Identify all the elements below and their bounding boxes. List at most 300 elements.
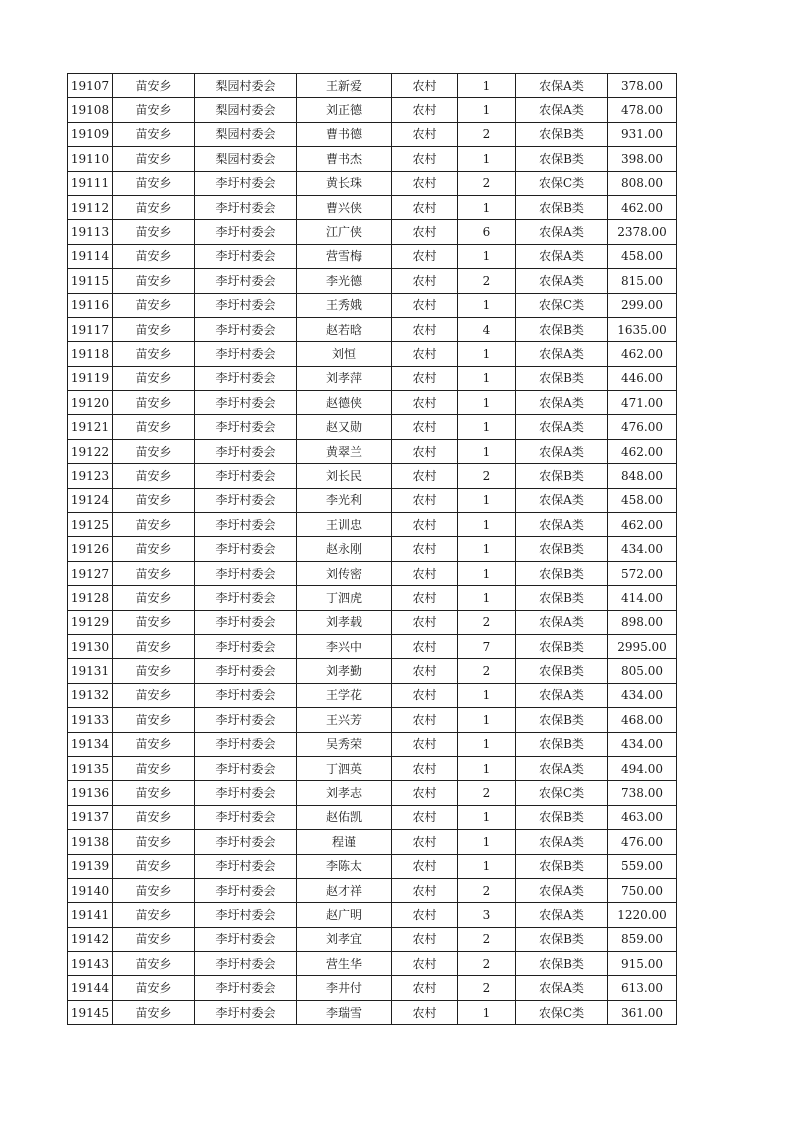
township-cell: 苗安乡 — [113, 586, 195, 610]
table-row — [68, 269, 677, 293]
amount-cell: 2378.00 — [608, 220, 677, 244]
amount-cell: 434.00 — [608, 732, 677, 756]
household-count-cell: 2 — [458, 659, 516, 683]
village-committee-cell: 李圩村委会 — [195, 854, 297, 878]
area-type-cell: 农村 — [392, 854, 458, 878]
insurance-category-cell: 农保B类 — [516, 634, 608, 658]
name-cell: 赵德侠 — [297, 391, 392, 415]
amount-cell: 414.00 — [608, 586, 677, 610]
record-id-cell: 19125 — [68, 513, 113, 537]
household-count-cell: 2 — [458, 122, 516, 146]
township-cell: 苗安乡 — [113, 269, 195, 293]
amount-cell: 462.00 — [608, 342, 677, 366]
township-cell: 苗安乡 — [113, 513, 195, 537]
area-type-cell: 农村 — [392, 561, 458, 585]
area-type-cell: 农村 — [392, 586, 458, 610]
name-cell: 程谨 — [297, 830, 392, 854]
household-count-cell: 2 — [458, 878, 516, 902]
name-cell: 赵若晗 — [297, 317, 392, 341]
amount-cell: 931.00 — [608, 122, 677, 146]
name-cell: 曹书德 — [297, 122, 392, 146]
amount-cell: 462.00 — [608, 513, 677, 537]
township-cell: 苗安乡 — [113, 98, 195, 122]
table-row — [68, 98, 677, 122]
table-row — [68, 659, 677, 683]
township-cell: 苗安乡 — [113, 976, 195, 1000]
household-count-cell: 1 — [458, 854, 516, 878]
table-row — [68, 122, 677, 146]
amount-cell: 378.00 — [608, 74, 677, 98]
township-cell: 苗安乡 — [113, 561, 195, 585]
township-cell: 苗安乡 — [113, 878, 195, 902]
area-type-cell: 农村 — [392, 488, 458, 512]
household-count-cell: 1 — [458, 342, 516, 366]
insurance-category-cell: 农保A类 — [516, 342, 608, 366]
village-committee-cell: 梨园村委会 — [195, 98, 297, 122]
insurance-category-cell: 农保A类 — [516, 269, 608, 293]
township-cell: 苗安乡 — [113, 220, 195, 244]
records-table-body — [68, 74, 677, 1025]
township-cell: 苗安乡 — [113, 244, 195, 268]
record-id-cell: 19108 — [68, 98, 113, 122]
village-committee-cell: 李圩村委会 — [195, 586, 297, 610]
village-committee-cell: 李圩村委会 — [195, 513, 297, 537]
township-cell: 苗安乡 — [113, 781, 195, 805]
record-id-cell: 19119 — [68, 366, 113, 390]
amount-cell: 458.00 — [608, 244, 677, 268]
area-type-cell: 农村 — [392, 269, 458, 293]
household-count-cell: 1 — [458, 1000, 516, 1024]
area-type-cell: 农村 — [392, 781, 458, 805]
village-committee-cell: 李圩村委会 — [195, 756, 297, 780]
area-type-cell: 农村 — [392, 952, 458, 976]
record-id-cell: 19129 — [68, 610, 113, 634]
amount-cell: 613.00 — [608, 976, 677, 1000]
area-type-cell: 农村 — [392, 513, 458, 537]
township-cell: 苗安乡 — [113, 659, 195, 683]
village-committee-cell: 李圩村委会 — [195, 195, 297, 219]
record-id-cell: 19126 — [68, 537, 113, 561]
insurance-category-cell: 农保C类 — [516, 1000, 608, 1024]
name-cell: 李光德 — [297, 269, 392, 293]
table-row — [68, 293, 677, 317]
township-cell: 苗安乡 — [113, 903, 195, 927]
household-count-cell: 1 — [458, 513, 516, 537]
insurance-category-cell: 农保C类 — [516, 293, 608, 317]
amount-cell: 559.00 — [608, 854, 677, 878]
insurance-category-cell: 农保A类 — [516, 98, 608, 122]
name-cell: 曹兴侠 — [297, 195, 392, 219]
amount-cell: 476.00 — [608, 415, 677, 439]
record-id-cell: 19143 — [68, 952, 113, 976]
name-cell: 黄翠兰 — [297, 439, 392, 463]
village-committee-cell: 李圩村委会 — [195, 269, 297, 293]
insurance-category-cell: 农保A类 — [516, 391, 608, 415]
area-type-cell: 农村 — [392, 634, 458, 658]
area-type-cell: 农村 — [392, 244, 458, 268]
amount-cell: 808.00 — [608, 171, 677, 195]
record-id-cell: 19139 — [68, 854, 113, 878]
insurance-category-cell: 农保B类 — [516, 927, 608, 951]
household-count-cell: 1 — [458, 586, 516, 610]
amount-cell: 2995.00 — [608, 634, 677, 658]
name-cell: 李井付 — [297, 976, 392, 1000]
household-count-cell: 2 — [458, 781, 516, 805]
household-count-cell: 1 — [458, 708, 516, 732]
table-row — [68, 708, 677, 732]
household-count-cell: 1 — [458, 98, 516, 122]
record-id-cell: 19120 — [68, 391, 113, 415]
table-row — [68, 683, 677, 707]
name-cell: 曹书杰 — [297, 147, 392, 171]
record-id-cell: 19136 — [68, 781, 113, 805]
amount-cell: 815.00 — [608, 269, 677, 293]
table-row — [68, 74, 677, 98]
name-cell: 黄长珠 — [297, 171, 392, 195]
area-type-cell: 农村 — [392, 732, 458, 756]
village-committee-cell: 李圩村委会 — [195, 488, 297, 512]
record-id-cell: 19145 — [68, 1000, 113, 1024]
record-id-cell: 19111 — [68, 171, 113, 195]
township-cell: 苗安乡 — [113, 391, 195, 415]
area-type-cell: 农村 — [392, 317, 458, 341]
amount-cell: 458.00 — [608, 488, 677, 512]
name-cell: 赵又勋 — [297, 415, 392, 439]
township-cell: 苗安乡 — [113, 293, 195, 317]
record-id-cell: 19117 — [68, 317, 113, 341]
township-cell: 苗安乡 — [113, 537, 195, 561]
township-cell: 苗安乡 — [113, 415, 195, 439]
household-count-cell: 1 — [458, 805, 516, 829]
amount-cell: 572.00 — [608, 561, 677, 585]
record-id-cell: 19132 — [68, 683, 113, 707]
village-committee-cell: 李圩村委会 — [195, 830, 297, 854]
household-count-cell: 1 — [458, 561, 516, 585]
amount-cell: 398.00 — [608, 147, 677, 171]
area-type-cell: 农村 — [392, 537, 458, 561]
table-row — [68, 391, 677, 415]
name-cell: 李瑞雪 — [297, 1000, 392, 1024]
amount-cell: 915.00 — [608, 952, 677, 976]
insurance-category-cell: 农保B类 — [516, 561, 608, 585]
record-id-cell: 19123 — [68, 464, 113, 488]
record-id-cell: 19112 — [68, 195, 113, 219]
record-id-cell: 19135 — [68, 756, 113, 780]
village-committee-cell: 李圩村委会 — [195, 366, 297, 390]
household-count-cell: 2 — [458, 927, 516, 951]
household-count-cell: 1 — [458, 147, 516, 171]
insurance-category-cell: 农保A类 — [516, 756, 608, 780]
village-committee-cell: 李圩村委会 — [195, 464, 297, 488]
record-id-cell: 19110 — [68, 147, 113, 171]
village-committee-cell: 梨园村委会 — [195, 74, 297, 98]
table-row — [68, 830, 677, 854]
table-row — [68, 781, 677, 805]
table-row — [68, 610, 677, 634]
village-committee-cell: 李圩村委会 — [195, 293, 297, 317]
village-committee-cell: 李圩村委会 — [195, 708, 297, 732]
township-cell: 苗安乡 — [113, 1000, 195, 1024]
table-row — [68, 488, 677, 512]
household-count-cell: 2 — [458, 952, 516, 976]
insurance-category-cell: 农保B类 — [516, 586, 608, 610]
name-cell: 吴秀荣 — [297, 732, 392, 756]
insurance-category-cell: 农保B类 — [516, 195, 608, 219]
household-count-cell: 1 — [458, 830, 516, 854]
table-row — [68, 464, 677, 488]
amount-cell: 750.00 — [608, 878, 677, 902]
area-type-cell: 农村 — [392, 903, 458, 927]
table-row — [68, 756, 677, 780]
table-row — [68, 732, 677, 756]
village-committee-cell: 梨园村委会 — [195, 122, 297, 146]
household-count-cell: 2 — [458, 610, 516, 634]
table-row — [68, 171, 677, 195]
record-id-cell: 19122 — [68, 439, 113, 463]
township-cell: 苗安乡 — [113, 342, 195, 366]
village-committee-cell: 李圩村委会 — [195, 976, 297, 1000]
area-type-cell: 农村 — [392, 439, 458, 463]
area-type-cell: 农村 — [392, 195, 458, 219]
record-id-cell: 19109 — [68, 122, 113, 146]
insurance-category-cell: 农保B类 — [516, 317, 608, 341]
insurance-category-cell: 农保B类 — [516, 122, 608, 146]
name-cell: 王新爱 — [297, 74, 392, 98]
name-cell: 刘传密 — [297, 561, 392, 585]
household-count-cell: 1 — [458, 488, 516, 512]
household-count-cell: 1 — [458, 537, 516, 561]
village-committee-cell: 李圩村委会 — [195, 439, 297, 463]
amount-cell: 738.00 — [608, 781, 677, 805]
township-cell: 苗安乡 — [113, 927, 195, 951]
table-row — [68, 927, 677, 951]
township-cell: 苗安乡 — [113, 854, 195, 878]
area-type-cell: 农村 — [392, 756, 458, 780]
household-count-cell: 1 — [458, 366, 516, 390]
township-cell: 苗安乡 — [113, 488, 195, 512]
household-count-cell: 1 — [458, 293, 516, 317]
village-committee-cell: 梨园村委会 — [195, 147, 297, 171]
record-id-cell: 19113 — [68, 220, 113, 244]
table-row — [68, 903, 677, 927]
amount-cell: 476.00 — [608, 830, 677, 854]
area-type-cell: 农村 — [392, 415, 458, 439]
record-id-cell: 19137 — [68, 805, 113, 829]
township-cell: 苗安乡 — [113, 171, 195, 195]
area-type-cell: 农村 — [392, 976, 458, 1000]
table-row — [68, 976, 677, 1000]
amount-cell: 478.00 — [608, 98, 677, 122]
record-id-cell: 19127 — [68, 561, 113, 585]
village-committee-cell: 李圩村委会 — [195, 561, 297, 585]
name-cell: 王训忠 — [297, 513, 392, 537]
area-type-cell: 农村 — [392, 683, 458, 707]
township-cell: 苗安乡 — [113, 805, 195, 829]
name-cell: 赵广明 — [297, 903, 392, 927]
record-id-cell: 19130 — [68, 634, 113, 658]
household-count-cell: 1 — [458, 756, 516, 780]
area-type-cell: 农村 — [392, 464, 458, 488]
township-cell: 苗安乡 — [113, 634, 195, 658]
table-row — [68, 439, 677, 463]
name-cell: 刘孝载 — [297, 610, 392, 634]
name-cell: 刘孝勤 — [297, 659, 392, 683]
insurance-category-cell: 农保C类 — [516, 171, 608, 195]
amount-cell: 462.00 — [608, 439, 677, 463]
amount-cell: 446.00 — [608, 366, 677, 390]
village-committee-cell: 李圩村委会 — [195, 244, 297, 268]
insurance-category-cell: 农保B类 — [516, 854, 608, 878]
area-type-cell: 农村 — [392, 927, 458, 951]
amount-cell: 361.00 — [608, 1000, 677, 1024]
household-count-cell: 1 — [458, 732, 516, 756]
table-row — [68, 561, 677, 585]
name-cell: 刘孝宜 — [297, 927, 392, 951]
household-count-cell: 4 — [458, 317, 516, 341]
township-cell: 苗安乡 — [113, 756, 195, 780]
village-committee-cell: 李圩村委会 — [195, 683, 297, 707]
record-id-cell: 19138 — [68, 830, 113, 854]
amount-cell: 462.00 — [608, 195, 677, 219]
village-committee-cell: 李圩村委会 — [195, 805, 297, 829]
table-row — [68, 513, 677, 537]
insurance-category-cell: 农保A类 — [516, 903, 608, 927]
record-id-cell: 19131 — [68, 659, 113, 683]
amount-cell: 805.00 — [608, 659, 677, 683]
township-cell: 苗安乡 — [113, 122, 195, 146]
insurance-category-cell: 农保B类 — [516, 952, 608, 976]
amount-cell: 471.00 — [608, 391, 677, 415]
township-cell: 苗安乡 — [113, 683, 195, 707]
insurance-category-cell: 农保A类 — [516, 513, 608, 537]
name-cell: 营生华 — [297, 952, 392, 976]
table-row — [68, 317, 677, 341]
record-id-cell: 19141 — [68, 903, 113, 927]
name-cell: 江广侠 — [297, 220, 392, 244]
insurance-category-cell: 农保A类 — [516, 439, 608, 463]
record-id-cell: 19128 — [68, 586, 113, 610]
village-committee-cell: 李圩村委会 — [195, 537, 297, 561]
household-count-cell: 1 — [458, 683, 516, 707]
insurance-category-cell: 农保B类 — [516, 366, 608, 390]
insurance-category-cell: 农保A类 — [516, 220, 608, 244]
record-id-cell: 19133 — [68, 708, 113, 732]
name-cell: 李兴中 — [297, 634, 392, 658]
household-count-cell: 1 — [458, 391, 516, 415]
name-cell: 李光利 — [297, 488, 392, 512]
record-id-cell: 19115 — [68, 269, 113, 293]
insurance-category-cell: 农保A类 — [516, 610, 608, 634]
household-count-cell: 3 — [458, 903, 516, 927]
table-row — [68, 415, 677, 439]
area-type-cell: 农村 — [392, 74, 458, 98]
table-row — [68, 586, 677, 610]
amount-cell: 434.00 — [608, 537, 677, 561]
village-committee-cell: 李圩村委会 — [195, 927, 297, 951]
table-row — [68, 634, 677, 658]
insurance-category-cell: 农保A类 — [516, 415, 608, 439]
table-row — [68, 147, 677, 171]
amount-cell: 299.00 — [608, 293, 677, 317]
insurance-category-cell: 农保A类 — [516, 976, 608, 1000]
insurance-category-cell: 农保A类 — [516, 488, 608, 512]
insurance-category-cell: 农保B类 — [516, 464, 608, 488]
area-type-cell: 农村 — [392, 122, 458, 146]
township-cell: 苗安乡 — [113, 610, 195, 634]
records-table — [67, 73, 677, 1025]
insurance-category-cell: 农保B类 — [516, 147, 608, 171]
record-id-cell: 19116 — [68, 293, 113, 317]
table-row — [68, 220, 677, 244]
village-committee-cell: 李圩村委会 — [195, 659, 297, 683]
insurance-category-cell: 农保B类 — [516, 805, 608, 829]
amount-cell: 859.00 — [608, 927, 677, 951]
record-id-cell: 19114 — [68, 244, 113, 268]
name-cell: 刘孝萍 — [297, 366, 392, 390]
table-row — [68, 1000, 677, 1024]
record-id-cell: 19144 — [68, 976, 113, 1000]
area-type-cell: 农村 — [392, 708, 458, 732]
village-committee-cell: 李圩村委会 — [195, 391, 297, 415]
village-committee-cell: 李圩村委会 — [195, 781, 297, 805]
village-committee-cell: 李圩村委会 — [195, 342, 297, 366]
village-committee-cell: 李圩村委会 — [195, 903, 297, 927]
area-type-cell: 农村 — [392, 659, 458, 683]
insurance-category-cell: 农保C类 — [516, 781, 608, 805]
village-committee-cell: 李圩村委会 — [195, 415, 297, 439]
insurance-category-cell: 农保A类 — [516, 74, 608, 98]
table-row — [68, 195, 677, 219]
insurance-category-cell: 农保A类 — [516, 878, 608, 902]
name-cell: 刘正德 — [297, 98, 392, 122]
township-cell: 苗安乡 — [113, 464, 195, 488]
township-cell: 苗安乡 — [113, 439, 195, 463]
village-committee-cell: 李圩村委会 — [195, 878, 297, 902]
area-type-cell: 农村 — [392, 1000, 458, 1024]
table-row — [68, 342, 677, 366]
amount-cell: 848.00 — [608, 464, 677, 488]
village-committee-cell: 李圩村委会 — [195, 952, 297, 976]
township-cell: 苗安乡 — [113, 830, 195, 854]
name-cell: 丁泗英 — [297, 756, 392, 780]
record-id-cell: 19142 — [68, 927, 113, 951]
township-cell: 苗安乡 — [113, 195, 195, 219]
record-id-cell: 19118 — [68, 342, 113, 366]
name-cell: 王秀娥 — [297, 293, 392, 317]
record-id-cell: 19107 — [68, 74, 113, 98]
area-type-cell: 农村 — [392, 147, 458, 171]
record-id-cell: 19134 — [68, 732, 113, 756]
name-cell: 赵永刚 — [297, 537, 392, 561]
township-cell: 苗安乡 — [113, 74, 195, 98]
insurance-category-cell: 农保A类 — [516, 683, 608, 707]
table-row — [68, 878, 677, 902]
household-count-cell: 1 — [458, 415, 516, 439]
name-cell: 刘恒 — [297, 342, 392, 366]
township-cell: 苗安乡 — [113, 952, 195, 976]
area-type-cell: 农村 — [392, 366, 458, 390]
area-type-cell: 农村 — [392, 805, 458, 829]
area-type-cell: 农村 — [392, 610, 458, 634]
household-count-cell: 2 — [458, 976, 516, 1000]
household-count-cell: 1 — [458, 244, 516, 268]
area-type-cell: 农村 — [392, 391, 458, 415]
household-count-cell: 6 — [458, 220, 516, 244]
household-count-cell: 7 — [458, 634, 516, 658]
amount-cell: 463.00 — [608, 805, 677, 829]
area-type-cell: 农村 — [392, 830, 458, 854]
name-cell: 赵佑凯 — [297, 805, 392, 829]
